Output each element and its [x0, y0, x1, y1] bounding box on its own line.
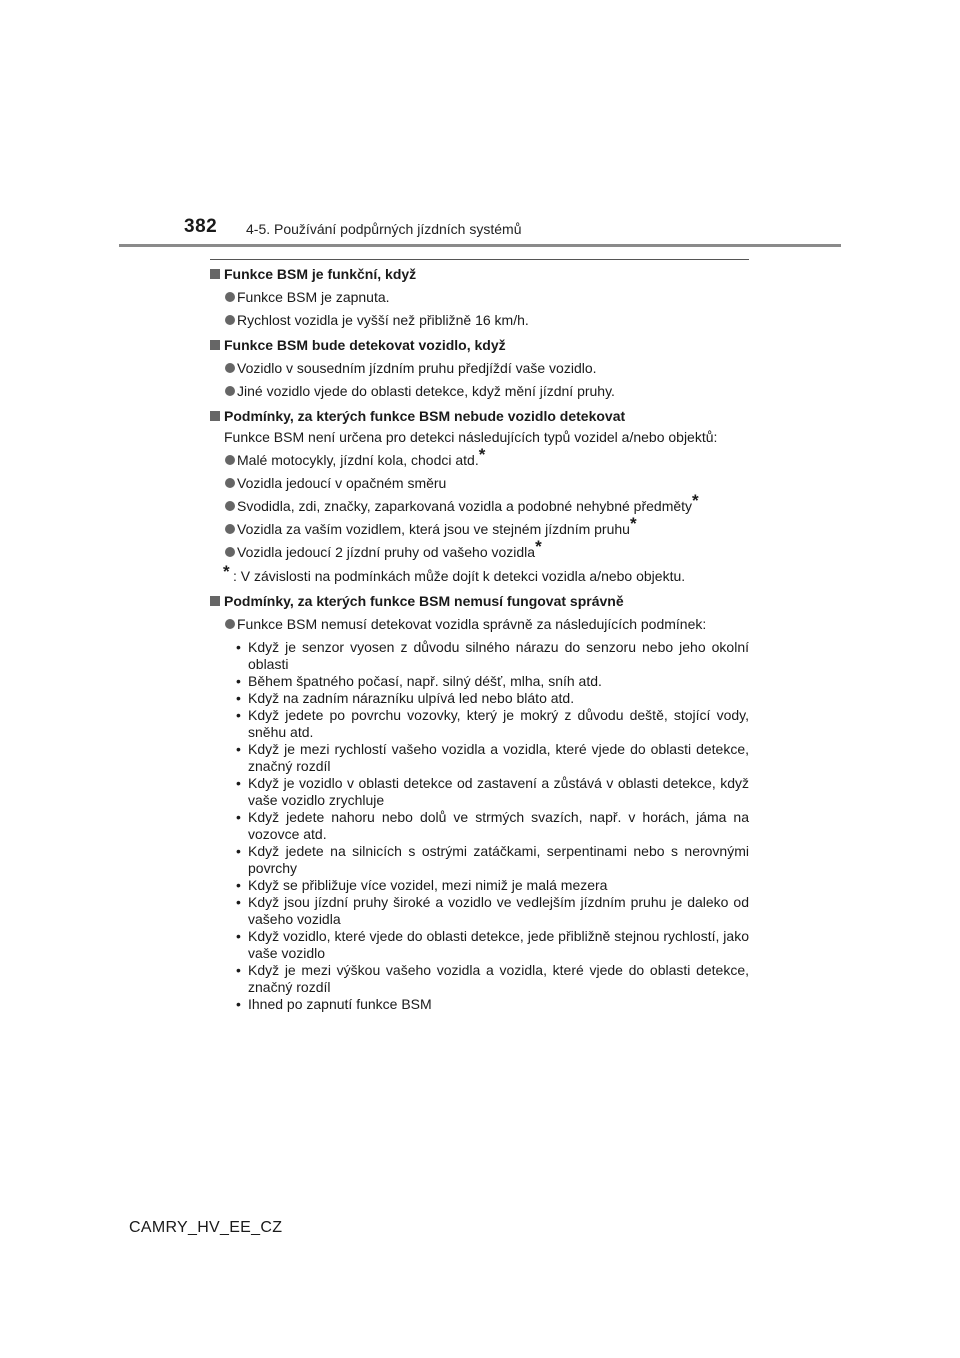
bullet-mark: • — [236, 707, 241, 723]
bullet-item — [210, 312, 749, 329]
round-bullet-icon — [225, 315, 235, 325]
list-item — [210, 690, 749, 707]
bullet-text: Jiné vozidlo vjede do oblasti detekce, když mění jízdní pruhy. — [237, 383, 615, 399]
bullet-mark: • — [236, 741, 241, 757]
list-item — [210, 809, 749, 843]
bullet-mark: • — [236, 996, 241, 1012]
square-bullet-icon — [210, 269, 220, 279]
footnote-star: * — [692, 491, 699, 510]
square-bullet-icon — [210, 411, 220, 421]
list-item — [210, 775, 749, 809]
list-item-text: Když je vozidlo v oblasti detekce od zastavení a zůstává v oblasti detekce, když vaše vozidlo zrychluje — [248, 775, 749, 808]
heading-text: Funkce BSM je funkční, když — [224, 266, 417, 282]
bullet-item — [210, 383, 749, 400]
list-item-text: Když vozidlo, které vjede do oblasti detekce, jede přibližně stejnou rychlostí, jako vaše vozidlo — [248, 928, 749, 961]
bullet-item — [210, 616, 749, 633]
section-heading — [210, 266, 749, 283]
bullet-mark: • — [236, 843, 241, 859]
bullet-mark: • — [236, 673, 241, 689]
condition-list — [210, 639, 749, 1013]
list-item — [210, 639, 749, 673]
bullet-mark: • — [236, 690, 241, 706]
bullet-item — [210, 491, 749, 515]
list-item-text: Když je senzor vyosen z důvodu silného nárazu do senzoru nebo jeho okolní oblasti — [248, 639, 749, 672]
list-item-text: Když je mezi výškou vašeho vozidla a vozidla, které vjede do oblasti detekce, značný rozdíl — [248, 962, 749, 995]
list-item-text: Během špatného počasí, např. silný déšť, mlha, sníh atd. — [248, 673, 602, 689]
round-bullet-icon — [225, 524, 235, 534]
list-item — [210, 707, 749, 741]
bullet-mark: • — [236, 877, 241, 893]
list-item-text: Když je mezi rychlostí vašeho vozidla a vozidla, které vjede do oblasti detekce, značný rozdíl — [248, 741, 749, 774]
bullet-item — [210, 445, 749, 469]
footnote-star: * — [535, 537, 542, 556]
bullet-item — [210, 537, 749, 561]
bullet-mark: • — [236, 639, 241, 655]
bullet-item — [210, 475, 749, 492]
list-item-text: Když se přibližuje více vozidel, mezi nimiž je malá mezera — [248, 877, 608, 893]
list-item — [210, 996, 749, 1013]
chapter-title: 4-5. Používání podpůrných jízdních systémů — [246, 221, 522, 237]
bullet-item — [210, 360, 749, 377]
bullet-text: Vozidlo v sousedním jízdním pruhu předjíždí vaše vozidlo. — [237, 360, 597, 376]
bullet-mark: • — [236, 775, 241, 791]
heading-text: Podmínky, za kterých funkce BSM nebude vozidlo detekovat — [224, 408, 626, 424]
bullet-item — [210, 514, 749, 538]
bullet-mark: • — [236, 809, 241, 825]
list-item — [210, 962, 749, 996]
bullet-item — [210, 289, 749, 306]
round-bullet-icon — [225, 386, 235, 396]
header-divider — [119, 244, 841, 247]
square-bullet-icon — [210, 340, 220, 350]
round-bullet-icon — [225, 547, 235, 557]
bullet-text: Vozidla jedoucí v opačném směru — [237, 475, 447, 491]
list-item-text: Když jedete po povrchu vozovky, který je mokrý z důvodu deště, stojící vody, sněhu atd. — [248, 707, 749, 740]
bullet-text: Rychlost vozidla je vyšší než přibližně 16 km/h. — [237, 312, 529, 328]
page-number: 382 — [184, 216, 218, 237]
list-item-text: Když jedete nahoru nebo dolů ve strmých svazích, např. v horách, jáma na vozovce atd. — [248, 809, 749, 842]
bullet-text: Svodidla, zdi, značky, zaparkovaná vozidla a podobné nehybné předměty — [237, 498, 693, 514]
footnote: * : V závislosti na podmínkách může dojít k detekci vozidla a/nebo objektu. — [223, 562, 686, 584]
list-item-text: Když jsou jízdní pruhy široké a vozidlo ve vedlejším jízdním pruhu je daleko od vašeho vozidla — [248, 894, 749, 927]
footnote-star: * — [629, 514, 637, 533]
round-bullet-icon — [225, 619, 235, 629]
bullet-mark: • — [236, 962, 241, 978]
list-item-text: Ihned po zapnutí funkce BSM — [248, 996, 432, 1012]
round-bullet-icon — [225, 363, 235, 373]
heading-text: Podmínky, za kterých funkce BSM nemusí fungovat správně — [224, 593, 624, 609]
document-code: CAMRY_HV_EE_CZ — [129, 1219, 283, 1236]
footnote-star: * — [478, 445, 486, 464]
round-bullet-icon — [225, 292, 235, 302]
section-heading — [210, 593, 749, 610]
bullet-text: Vozidla jedoucí 2 jízdní pruhy od vašeho vozidla — [237, 544, 536, 560]
section-heading — [210, 408, 749, 425]
footnote-text: : V závislosti na podmínkách může dojít k detekci vozidla a/nebo objektu. — [233, 568, 686, 584]
round-bullet-icon — [225, 501, 235, 511]
section-heading — [210, 337, 749, 354]
list-item — [210, 928, 749, 962]
list-item-text: Když na zadním nárazníku ulpívá led nebo bláto atd. — [248, 690, 575, 706]
bullet-text: Funkce BSM je zapnuta. — [237, 289, 390, 305]
content-area — [210, 266, 749, 1013]
list-item — [210, 741, 749, 775]
list-item — [210, 894, 749, 928]
bullet-mark: • — [236, 894, 241, 910]
square-bullet-icon — [210, 596, 220, 606]
content-divider — [210, 259, 749, 260]
bullet-text: Vozidla za vaším vozidlem, která jsou ve stejném jízdním pruhu — [237, 521, 630, 537]
bullet-text: Malé motocykly, jízdní kola, chodci atd. — [237, 452, 479, 468]
list-item — [210, 877, 749, 894]
list-item — [210, 673, 749, 690]
heading-text: Funkce BSM bude detekovat vozidlo, když — [224, 337, 506, 353]
bullet-text: Funkce BSM nemusí detekovat vozidla správně za následujících podmínek: — [237, 616, 707, 632]
round-bullet-icon — [225, 478, 235, 488]
round-bullet-icon — [225, 455, 235, 465]
section-intro: Funkce BSM není určena pro detekci následujících typů vozidel a/nebo objektů: — [224, 429, 718, 445]
bullet-mark: • — [236, 928, 241, 944]
list-item — [210, 843, 749, 877]
list-item-text: Když jedete na silnicích s ostrými zatáčkami, serpentinami nebo s nerovnými povrchy — [248, 843, 749, 876]
